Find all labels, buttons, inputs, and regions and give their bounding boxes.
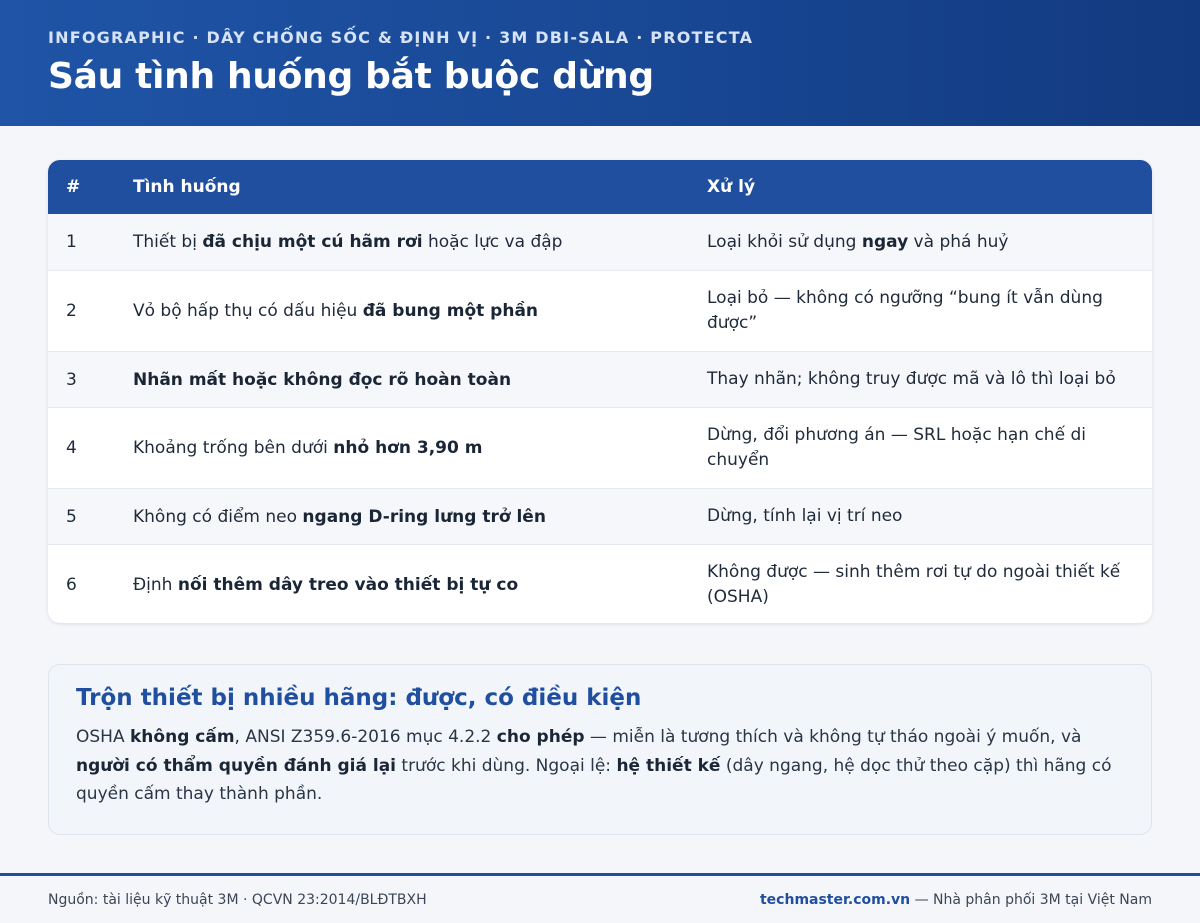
column-header-situation: Tình huống: [133, 177, 241, 197]
footer-site-link[interactable]: techmaster.com.vn: [759, 891, 911, 908]
action-bold-text: ngay: [861, 231, 909, 252]
note-text: OSHA: [76, 727, 130, 747]
row-situation: [133, 232, 707, 252]
table-row: [48, 544, 1152, 623]
situations-table: [48, 160, 1152, 623]
table-body: [48, 214, 1152, 623]
note-text: trước khi dùng. Ngoại lệ:: [396, 755, 617, 776]
footer-source: Nguồn: tài liệu kỹ thuật 3M · QCVN 23:2014/BLĐTBXH: [48, 891, 427, 908]
row-number: 5: [66, 506, 77, 527]
situation-bold-text: Nhãn mất hoặc không đọc rõ hoàn toàn: [133, 369, 512, 390]
situation-bold-text: nối thêm dây treo vào thiết bị tự co: [177, 575, 519, 595]
note-bold-text: hệ thiết kế: [616, 755, 721, 776]
note-text: (dây ngang, hệ dọc thử theo cặp) thì hãng có quyền cấm thay thành phần.: [76, 755, 1112, 804]
situation-text: Khoảng trống bên dưới: [133, 438, 334, 458]
situation-text: hoặc lực va đập: [422, 232, 563, 252]
eyebrow-label: INFOGRAPHIC · DÂY CHỐNG SỐC & ĐỊNH VỊ · 3M DBI-SALA · PROTECTA: [48, 28, 754, 47]
row-number: 1: [66, 232, 77, 252]
row-action: [707, 230, 1152, 255]
row-situation: [133, 438, 707, 458]
situation-text: Vỏ bộ hấp thụ có dấu hiệu: [133, 301, 363, 321]
mixing-note-card: [48, 664, 1152, 835]
situation-text: Không có điểm neo: [133, 506, 303, 527]
note-bold-text: cho phép: [496, 727, 585, 747]
situation-bold-text: đã bung một phần: [362, 301, 539, 321]
page-header: [0, 0, 1200, 126]
row-action: [707, 560, 1152, 610]
action-text: Loại bỏ — không có ngưỡng “bung ít vẫn dùng được”: [707, 288, 1103, 333]
action-text: Thay nhãn; không truy được mã và lô thì loại bỏ: [707, 369, 1116, 389]
note-bold-text: người có thẩm quyền đánh giá lại: [76, 755, 396, 776]
row-number: 4: [66, 438, 77, 458]
footer-tagline: — Nhà phân phối 3M tại Việt Nam: [910, 891, 1152, 908]
row-situation: [133, 301, 707, 321]
page-title: Sáu tình huống bắt buộc dừng: [48, 56, 654, 97]
note-text: , ANSI Z359.6-2016 mục 4.2.2: [234, 727, 497, 747]
table-row: [48, 270, 1152, 351]
note-body: [76, 723, 1124, 809]
row-number: 2: [66, 301, 77, 321]
table-row: [48, 407, 1152, 488]
action-text: và phá huỷ: [908, 231, 1009, 252]
row-situation: [133, 575, 707, 595]
column-header-action: Xử lý: [707, 177, 756, 197]
row-number: 3: [66, 369, 77, 390]
row-situation: [133, 370, 707, 390]
table-row: [48, 488, 1152, 544]
situation-bold-text: nhỏ hơn 3,90 m: [333, 438, 483, 458]
note-text: — miễn là tương thích và không tự tháo ngoài ý muốn, và: [584, 727, 1082, 747]
note-bold-text: không cấm: [130, 727, 235, 747]
page-footer: [0, 873, 1200, 923]
row-action: [707, 286, 1152, 336]
footer-credit: [760, 892, 1152, 908]
action-text: Loại khỏi sử dụng: [707, 231, 862, 252]
row-action: [707, 423, 1152, 473]
table-row: [48, 214, 1152, 270]
row-action: [707, 367, 1152, 392]
situation-bold-text: đã chịu một cú hãm rơi: [202, 232, 423, 252]
row-number: 6: [66, 575, 77, 595]
table-row: [48, 351, 1152, 407]
situation-text: Thiết bị: [133, 232, 203, 252]
column-header-number: #: [66, 177, 81, 197]
situation-bold-text: ngang D-ring lưng trở lên: [302, 506, 546, 527]
table-header-row: [48, 160, 1152, 214]
row-action: [707, 504, 1152, 529]
action-text: Dừng, tính lại vị trí neo: [707, 506, 903, 526]
note-title: Trộn thiết bị nhiều hãng: được, có điều kiện: [76, 685, 642, 711]
row-situation: [133, 507, 707, 527]
action-text: Dừng, đổi phương án — SRL hoặc hạn chế di chuyển: [707, 425, 1086, 470]
situation-text: Định: [133, 575, 178, 595]
action-text: Không được — sinh thêm rơi tự do ngoài thiết kế (OSHA): [707, 562, 1121, 607]
